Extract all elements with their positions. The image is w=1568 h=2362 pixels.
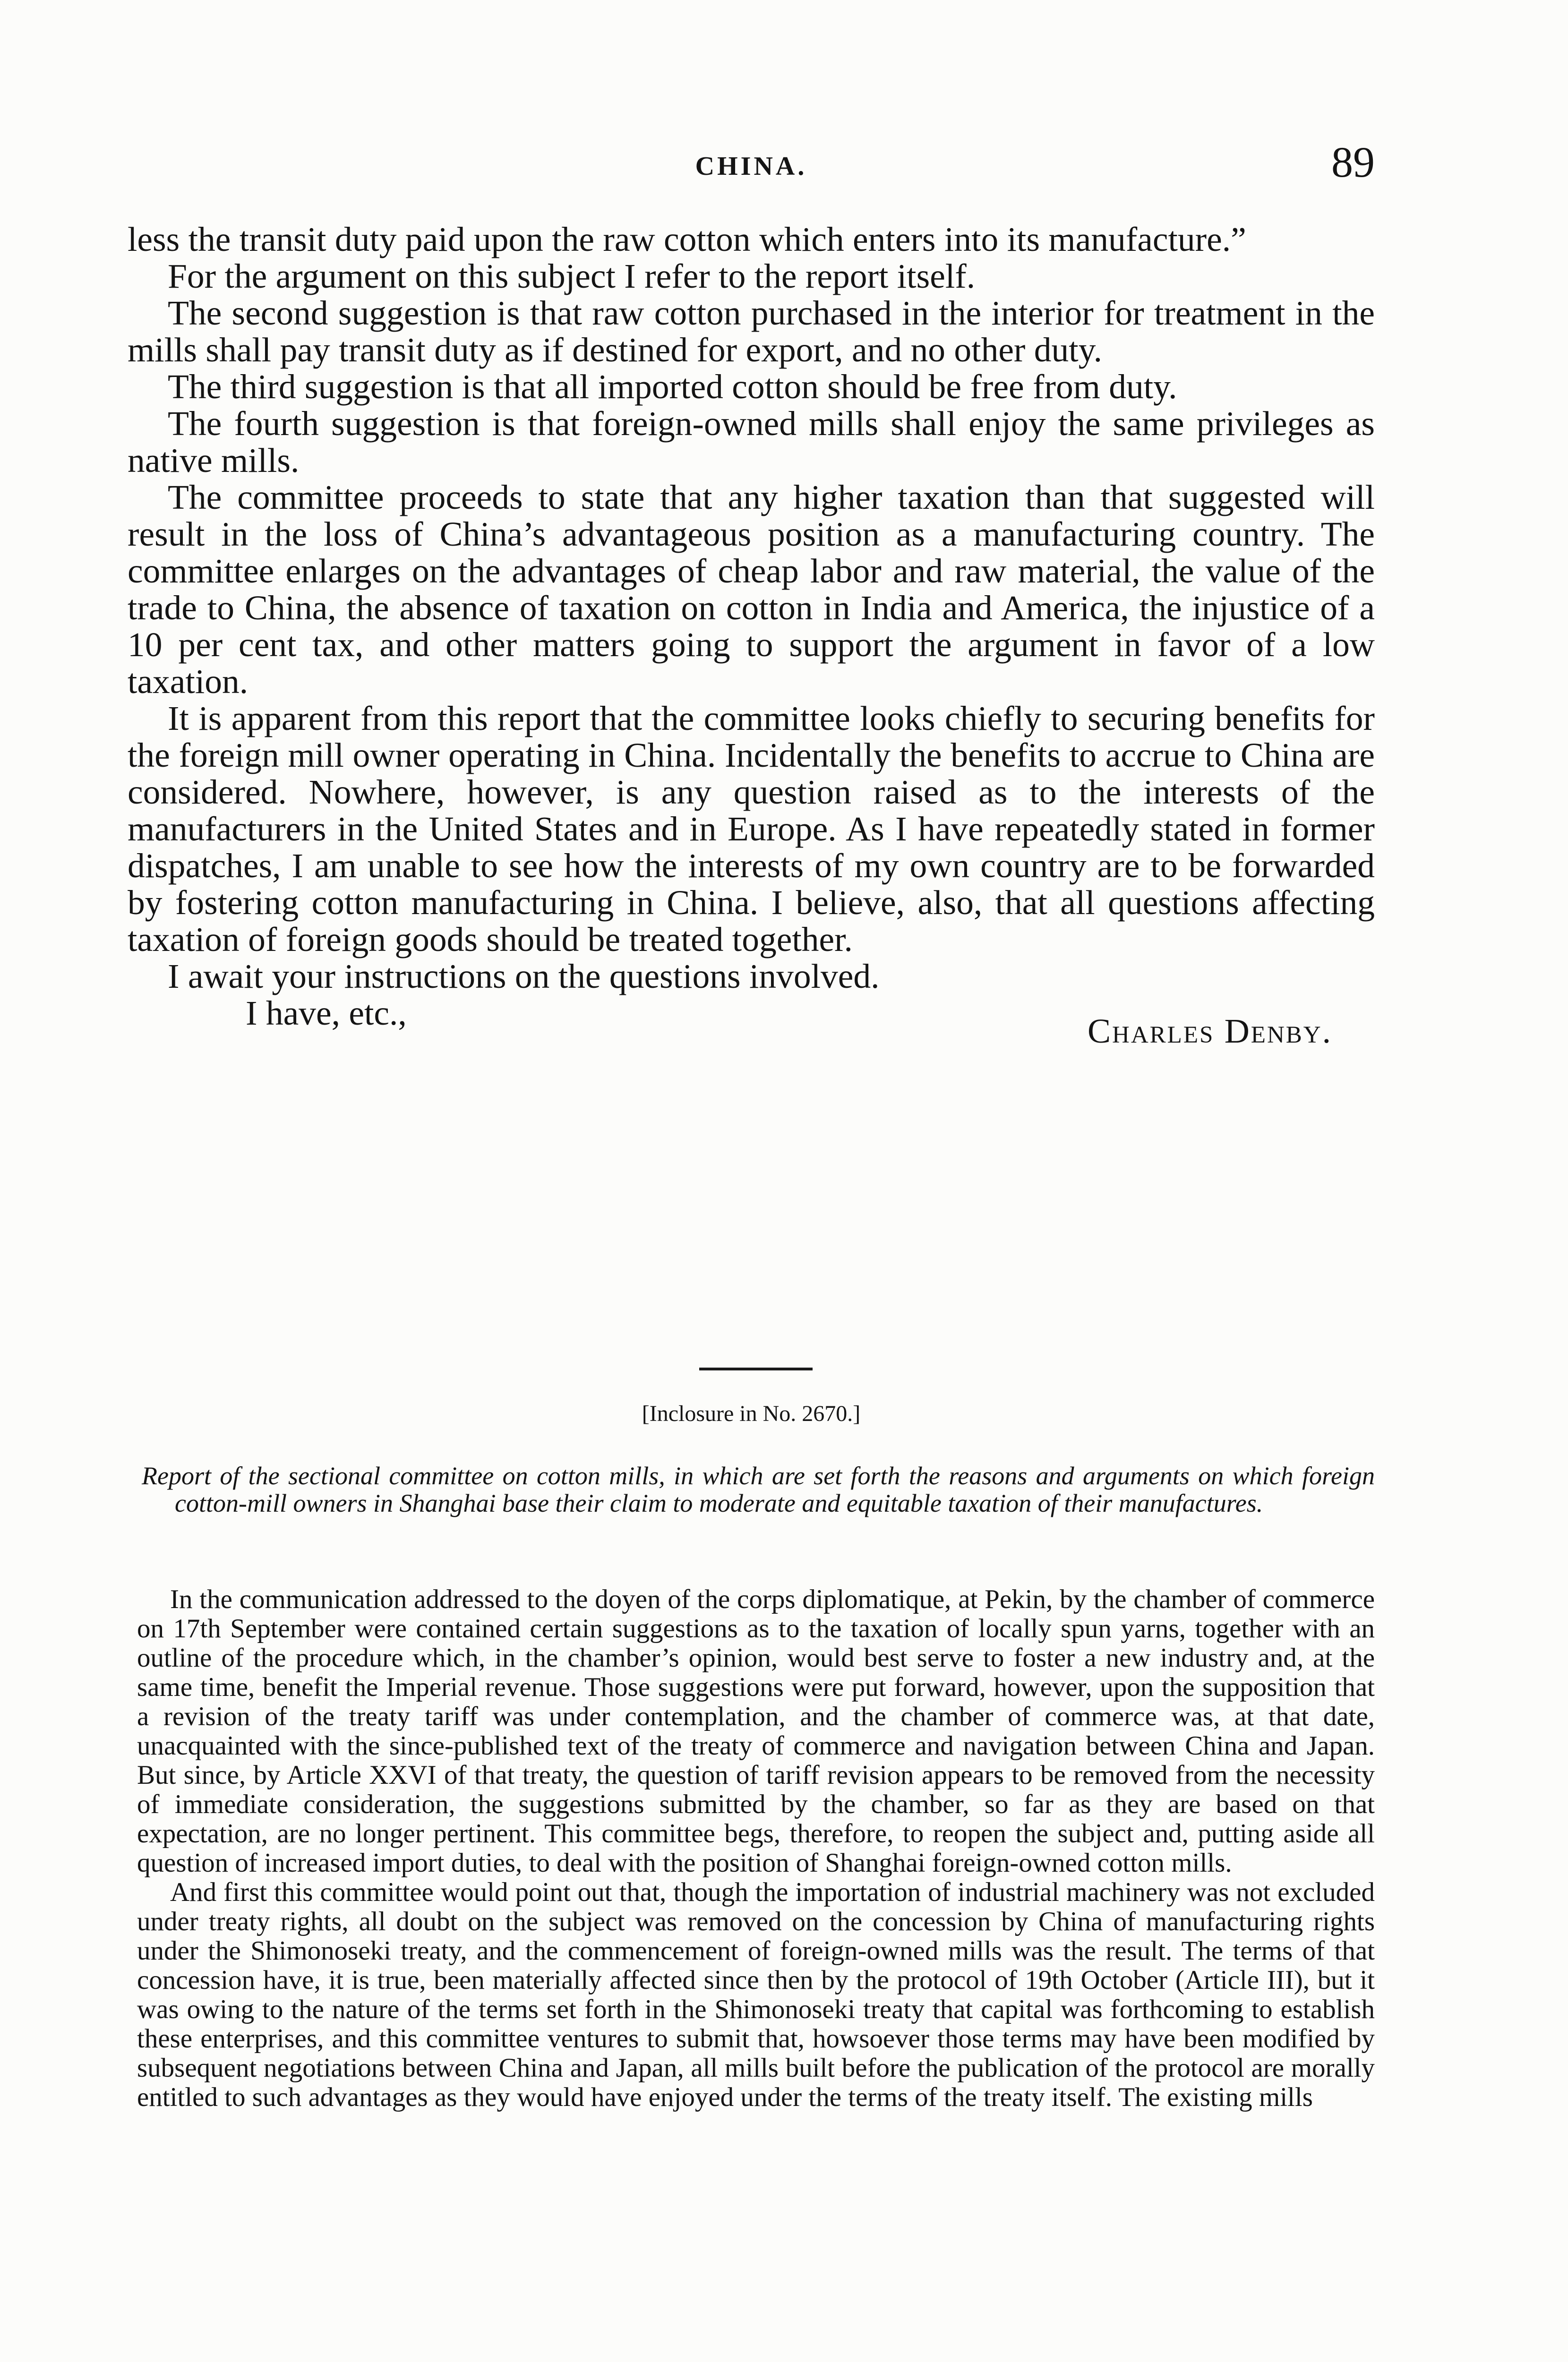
report-paragraph: And first this committee would point out that, though the importation of industrial machinery was not excluded under treaty rights, all doubt on the subject was removed on the concession by China of manufacturing rights under the Shimonoseki treaty, and the commencement of foreign-owned mills was the result. The terms of that concession have, it is true, been materially affected since then by the protocol of 19th October (Article III), but it was owing to the nature of the terms set forth in the Shimonoseki treaty that capital was forthcoming to establish these enterprises, and this committee ventures to submit that, howsoever those terms may have been modified by subsequent negotiations between China and Japan, all mills built before the publication of the protocol are morally entitled to such advantages as they would have enjoyed under the terms of the treaty itself. The existing mills — [137, 1877, 1375, 2112]
page-number: 89 — [1331, 138, 1375, 186]
report-title: Report of the sectional committee on cotton mills, in which are set forth the reasons and arguments on which foreign cotton-mill owners in Shanghai base their claim to moderate and equitable taxation of their manufactures. — [142, 1462, 1375, 1517]
letter-paragraph: less the transit duty paid upon the raw cotton which enters into its manufacture.” — [128, 220, 1246, 258]
letter-paragraph: The committee proceeds to state that any higher taxation than that suggested will result in the loss of China’s advantageous position as a manufacturing country. The committee enlarges on the advantages of cheap labor and raw material, the value of the trade to China, the absence of taxation on cotton in India and America, the injustice of a 10 per cent tax, and other matters going to support the argument in favor of a low taxation. — [128, 478, 1375, 701]
salutation: I have, etc., — [246, 994, 407, 1032]
letter-body — [128, 221, 1375, 1050]
report-paragraph: In the communication addressed to the doyen of the corps diplomatique, at Pekin, by the chamber of commerce on 17th September were contained certain suggestions as to the taxation of locally spun yarns, together with an outline of the procedure which, in the chamber’s opinion, would best serve to foster a new industry and, at the same time, benefit the Imperial revenue. Those suggestions were put forward, however, upon the supposition that a revision of the treaty tariff was under contemplation, and the chamber of commerce was, at that date, unacquainted with the since-published text of the treaty of commerce and navigation between China and Japan. But since, by Article XXVI of that treaty, the question of tariff revision appears to be removed from the necessity of immediate consideration, the suggestions submitted by the chamber, so far as they are based on that expectation, are no longer pertinent. This committee begs, therefore, to reopen the subject and, putting aside all question of increased import duties, to deal with the position of Shanghai foreign-owned cotton mills. — [137, 1584, 1375, 1878]
letter-paragraph: The second suggestion is that raw cotton purchased in the interior for treatment in the mills shall pay transit duty as if destined for export, and no other duty. — [128, 294, 1375, 369]
letter-paragraph: The third suggestion is that all imported cotton should be free from duty. — [168, 368, 1177, 406]
letter-paragraph: For the argument on this subject I refer to the report itself. — [168, 257, 976, 295]
letter-paragraph: I await your instructions on the questions involved. — [168, 957, 880, 995]
report-body — [137, 1585, 1375, 2112]
section-divider — [699, 1368, 813, 1370]
letter-paragraph: It is apparent from this report that the committee looks chiefly to securing benefits for the foreign mill owner operating in China. Incidentally the benefits to accrue to China are considered. Nowhere, however, is any question raised as to the interests of the manufacturers in the United States and in Europe. As I have repeatedly stated in former dispatches, I am unable to see how the interests of my own country are to be forwarded by fostering cotton manufacturing in China. I believe, also, that all questions affecting taxation of foreign goods should be treated together. — [128, 699, 1375, 958]
enclosure-label: [Inclosure in No. 2670.] — [642, 1401, 861, 1426]
letter-paragraph: The fourth suggestion is that foreign-owned mills shall enjoy the same privileges as native mills. — [128, 404, 1375, 479]
page-header — [128, 137, 1375, 203]
signature: Charles Denby. — [1087, 1012, 1332, 1050]
running-title: CHINA. — [695, 152, 807, 181]
